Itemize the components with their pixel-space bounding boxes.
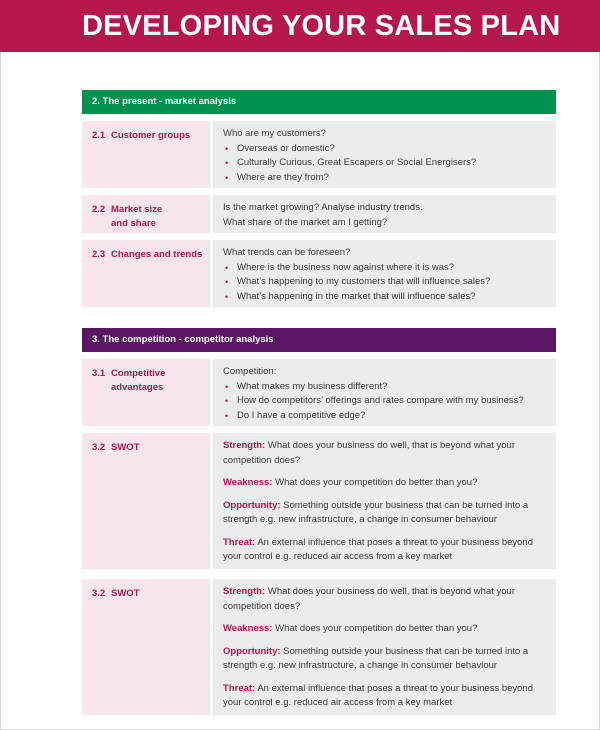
row-intro: Who are my customers?: [223, 128, 326, 139]
table-row-swot: [82, 579, 556, 715]
row-label-text: Competitive: [111, 368, 166, 379]
list-item: • Overseas or domestic?: [223, 142, 548, 157]
bullet-list: [223, 261, 548, 305]
bullet-icon: •: [225, 277, 229, 287]
list-item: • What’s happening in the market that will influence sales?: [223, 290, 548, 305]
bullet-icon: •: [225, 410, 229, 421]
row-number: 2.2: [92, 204, 106, 215]
row-intro: What trends can be foreseen?: [223, 247, 351, 258]
list-item: • How do competitors’ offerings and rates compare with my business?: [223, 394, 548, 409]
row-label-text: advantages: [111, 382, 164, 393]
section-header-market-analysis: 2. The present - market analysis: [82, 90, 556, 114]
title-banner: [0, 0, 600, 52]
table-row-market-size: [82, 195, 556, 233]
row-content: [213, 359, 556, 426]
bullet-list: [223, 380, 548, 424]
swot-threat: Threat: An external influence that poses a threat to your business beyond your control e.g. reduced air access from a key market: [223, 682, 533, 708]
swot-opportunity: Opportunity: Something outside your business that can be turned into a strength e.g. new infrastructure, a change in consumer behaviour: [223, 499, 529, 525]
row-label: [82, 359, 210, 426]
table-row-changes-trends: [82, 240, 556, 307]
row-number: 2.3: [92, 249, 106, 260]
row-label-text: Customer groups: [111, 130, 191, 141]
section-header-competitor-analysis: 3. The competition - competitor analysis: [82, 328, 556, 352]
row-number: 3.2: [92, 442, 106, 453]
swot-weakness: Weakness: What does your competition do better than you?: [223, 623, 478, 634]
bullet-icon: •: [225, 143, 229, 154]
row-label: [82, 579, 210, 715]
row-label: [82, 195, 210, 233]
list-item: • Do I have a competitive edge?: [223, 409, 548, 424]
bullet-icon: •: [225, 291, 229, 302]
bullet-icon: •: [225, 396, 229, 406]
bullet-icon: •: [225, 172, 229, 183]
table-row-swot: [82, 433, 556, 569]
list-item: • Culturally Curious, Great Escapers or Social Energisers?: [223, 156, 548, 171]
row-content: [213, 433, 556, 569]
row-label: [82, 121, 210, 188]
content-line: What share of the market am I getting?: [223, 216, 388, 228]
page-title: DEVELOPING YOUR SALES PLAN: [82, 10, 561, 42]
row-number: 3.2: [92, 588, 106, 599]
list-item: • What’s happening to my customers that will influence sales?: [223, 275, 548, 290]
row-label: [82, 240, 210, 307]
row-label-text: and share: [111, 218, 156, 229]
table-row-competitive-advantages: [82, 359, 556, 426]
swot-opportunity: Opportunity: Something outside your business that can be turned into a strength e.g. new infrastructure, a change in consumer behaviour: [223, 645, 529, 671]
row-number: 2.1: [92, 130, 106, 141]
list-item: • What makes my business different?: [223, 380, 548, 395]
row-content: [213, 240, 556, 307]
swot-strength: Strength: What does your business do well, that is beyond what your competition does?: [223, 440, 515, 466]
table-row-customer-groups: [82, 121, 556, 188]
bullet-icon: •: [225, 158, 229, 168]
swot-threat: Threat: An external influence that poses a threat to your business beyond your control e.g. reduced air access from a key market: [223, 536, 533, 562]
row-content: [213, 121, 556, 188]
swot-strength: Strength: What does your business do well, that is beyond what your competition does?: [223, 586, 515, 612]
row-label-text: Changes and trends: [111, 249, 203, 260]
bullet-icon: •: [225, 262, 229, 273]
bullet-icon: •: [225, 381, 229, 392]
row-label-text: SWOT: [111, 588, 140, 599]
row-content: [213, 195, 556, 233]
list-item: • Where is the business now against where it is was?: [223, 261, 548, 276]
row-label-text: SWOT: [111, 442, 140, 453]
row-number: 3.1: [92, 368, 106, 379]
bullet-list: [223, 142, 548, 186]
row-label: [82, 433, 210, 569]
content-line: Is the market growing? Analyse industry trends.: [223, 202, 423, 213]
row-intro: Competition:: [223, 366, 277, 377]
row-label-text: Market size: [111, 204, 163, 215]
swot-weakness: Weakness: What does your competition do better than you?: [223, 477, 478, 488]
list-item: • Where are they from?: [223, 171, 548, 186]
row-content: [213, 579, 556, 715]
